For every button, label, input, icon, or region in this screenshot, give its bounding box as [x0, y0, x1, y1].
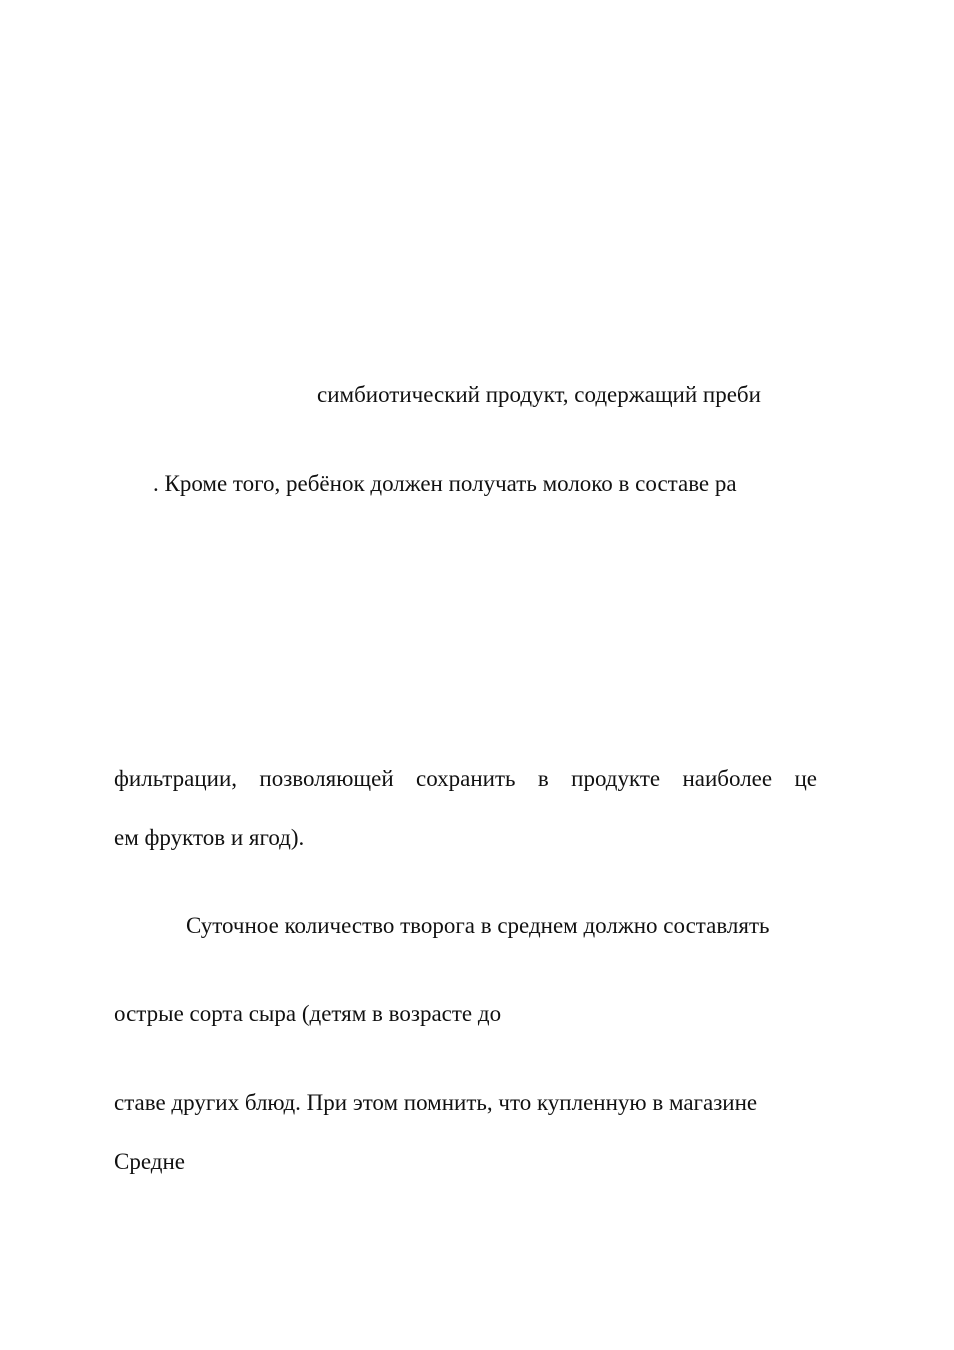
text-line-4: ем фруктов и ягод). — [114, 825, 305, 850]
text-line-5: Суточное количество творога в среднем должно составлять — [186, 913, 770, 938]
text-line-2: . Кроме того, ребёнок должен получать молоко в составе ра — [153, 471, 737, 496]
text-line-7: ставе других блюд. При этом помнить, что купленную в магазине — [114, 1090, 758, 1115]
text-line-3: фильтрации, позволяющей сохранить в продукте наиболее це — [114, 766, 817, 791]
text-line-1: симбиотический продукт, содержащий преби — [317, 382, 761, 407]
text-line-6: острые сорта сыра (детям в возрасте до — [114, 1001, 502, 1026]
text-line-8: Средне — [114, 1149, 185, 1174]
